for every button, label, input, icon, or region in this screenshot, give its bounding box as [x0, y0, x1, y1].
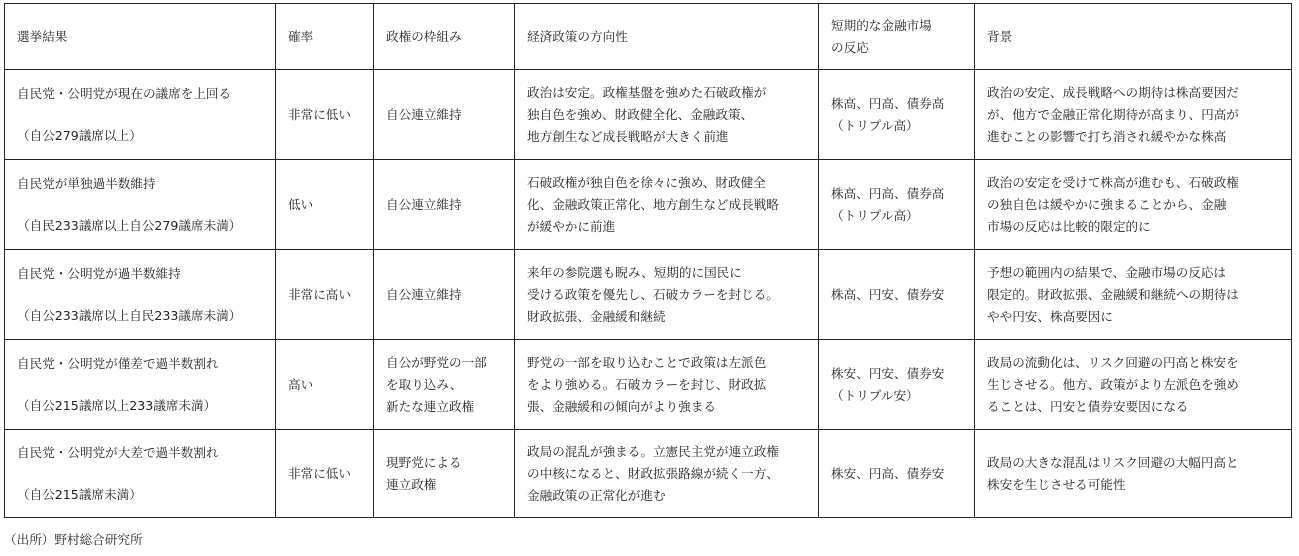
cell-probability [276, 160, 374, 250]
header-outcome [5, 4, 276, 70]
cell-framework-line: 自公連立維持 [386, 286, 462, 302]
cell-policy [515, 340, 819, 430]
cell-outcome-line: （自民233議席以上自公279議席未満） [17, 217, 242, 233]
cell-probability-line: 非常に低い [288, 465, 351, 481]
cell-background-line: 政治の安定を受けて株高が進むも、石破政権 [987, 174, 1239, 190]
cell-framework [374, 250, 515, 340]
cell-market-line: 株高、円高、債券高 [831, 185, 945, 201]
cell-background [975, 160, 1292, 250]
cell-framework-line: を取り込み、 [386, 376, 463, 392]
cell-background [975, 340, 1292, 430]
cell-background [975, 250, 1292, 340]
cell-probability-line: 低い [288, 196, 314, 212]
cell-background-line: やや円安、株高要因に [987, 308, 1113, 324]
cell-outcome-line: （自公215議席以上233議席未満） [17, 397, 217, 413]
cell-background-line: 政局の大きな混乱はリスク回避の大幅円高と [987, 454, 1239, 470]
cell-policy-line: 政局の混乱が強まる。立憲民主党が連立政権 [527, 443, 779, 459]
cell-policy-line: 政治は安定。政権基盤を強めた石破政権が [527, 84, 767, 100]
cell-policy [515, 430, 819, 518]
cell-policy-line: 財政拡張、金融緩和継続 [527, 308, 666, 324]
cell-background-line: ることは、円安と債券安要因になる [987, 398, 1189, 414]
cell-outcome [5, 340, 276, 430]
cell-policy-line: 地方創生など成長戦略が大きく前進 [527, 128, 729, 144]
header-market-line: の反応 [831, 39, 869, 55]
cell-market [819, 250, 975, 340]
cell-background-line: 生じさせる。他方、政策がより左派色を強め [987, 376, 1239, 392]
cell-policy [515, 160, 819, 250]
election-scenario-table [4, 3, 1292, 518]
cell-framework [374, 70, 515, 160]
cell-policy-line: 来年の参院選も睨み、短期的に国民に [527, 264, 742, 280]
header-framework [374, 4, 515, 70]
cell-policy-line: をより強める。石破カラーを封じ、財政拡 [527, 376, 767, 392]
cell-outcome [5, 70, 276, 160]
cell-framework-line: 現野党による [386, 454, 462, 470]
cell-probability-line: 非常に高い [288, 286, 351, 302]
header-policy-line: 経済政策の方向性 [527, 28, 628, 44]
cell-market [819, 430, 975, 518]
cell-outcome-line: （自公233議席以上自民233議席未満） [17, 307, 242, 323]
header-background-line: 背景 [987, 28, 1013, 44]
cell-market-line: （トリプル安） [831, 387, 919, 403]
cell-framework-line: 自公連立維持 [386, 196, 462, 212]
cell-framework [374, 160, 515, 250]
table-row [5, 160, 1292, 250]
header-outcome-line: 選挙結果 [17, 28, 68, 44]
cell-framework-line: 自公が野党の一部 [386, 354, 487, 370]
cell-background-line: の独自色は緩やかに強まることから、金融 [987, 196, 1227, 212]
cell-market-line: 株高、円高、債券高 [831, 95, 945, 111]
cell-probability-line: 高い [288, 376, 314, 392]
cell-background-line: 政治の安定、成長戦略への期待は株高要因だ [987, 84, 1239, 100]
cell-policy-line: 石破政権が独自色を徐々に強め、財政健全 [527, 174, 766, 190]
cell-market [819, 160, 975, 250]
cell-outcome-line: 自民党・公明党が過半数維持 [17, 265, 181, 281]
cell-framework-line: 新たな連立政権 [386, 398, 475, 414]
cell-policy-line: 化、金融政策正常化、地方創生など成長戦略 [527, 196, 779, 212]
header-probability-line: 確率 [288, 28, 314, 44]
cell-market-line: （トリプル高） [831, 117, 919, 133]
cell-outcome-line: 自民党・公明党が僅差で過半数割れ [17, 355, 219, 371]
header-market [819, 4, 975, 70]
cell-framework-line: 連立政権 [386, 476, 437, 492]
cell-policy-line: 受ける政策を優先し、石破カラーを封じる。 [527, 286, 779, 302]
header-market-line: 短期的な金融市場 [831, 17, 932, 33]
table-row [5, 340, 1292, 430]
cell-framework [374, 430, 515, 518]
table-row [5, 70, 1292, 160]
table-row [5, 250, 1292, 340]
cell-background-line: 進むことの影響で打ち消され緩やかな株高 [987, 128, 1227, 144]
cell-background-line: 政局の流動化は、リスク回避の円高と株安を [987, 354, 1239, 370]
cell-outcome-line: 自民党が単独過半数維持 [17, 175, 156, 191]
cell-probability [276, 70, 374, 160]
cell-background [975, 430, 1292, 518]
header-background [975, 4, 1292, 70]
cell-probability [276, 250, 374, 340]
cell-outcome [5, 160, 276, 250]
header-probability [276, 4, 374, 70]
table-header-row [5, 4, 1292, 70]
cell-policy-line: の中核になると、財政拡張路線が続く一方、 [527, 465, 779, 481]
cell-probability [276, 340, 374, 430]
cell-policy-line: が緩やかに前進 [527, 218, 616, 234]
cell-framework-line: 自公連立維持 [386, 106, 462, 122]
cell-background-line: 市場の反応は比較的限定的に [987, 218, 1151, 234]
cell-market-line: 株安、円高、債券安 [831, 465, 945, 481]
cell-policy [515, 70, 819, 160]
cell-background [975, 70, 1292, 160]
cell-policy-line: 野党の一部を取り込むことで政策は左派色 [527, 354, 767, 370]
cell-market-line: 株安、円安、債券安 [831, 365, 945, 381]
header-framework-line: 政権の枠組み [386, 28, 462, 44]
cell-outcome-line: （自公215議席未満） [17, 486, 142, 502]
cell-market-line: （トリプル高） [831, 207, 919, 223]
cell-outcome-line: 自民党・公明党が現在の議席を上回る [17, 85, 232, 101]
cell-market [819, 340, 975, 430]
cell-framework [374, 340, 515, 430]
cell-outcome [5, 250, 276, 340]
table-row [5, 430, 1292, 518]
cell-background-line: 株安を生じさせる可能性 [987, 476, 1126, 492]
source-note: （出所）野村総合研究所 [4, 532, 143, 547]
cell-outcome-line: （自公279議席以上） [17, 127, 142, 143]
header-policy [515, 4, 819, 70]
cell-outcome-line: 自民党・公明党が大差で過半数割れ [17, 444, 219, 460]
cell-probability-line: 非常に低い [288, 106, 351, 122]
cell-background-line: 限定的。財政拡張、金融緩和継続への期待は [987, 286, 1239, 302]
cell-probability [276, 430, 374, 518]
cell-market-line: 株高、円安、債券安 [831, 286, 945, 302]
cell-background-line: 予想の範囲内の結果で、金融市場の反応は [987, 264, 1227, 280]
cell-market [819, 70, 975, 160]
table-body [5, 70, 1292, 518]
scenario-table-wrapper [4, 3, 1291, 518]
cell-background-line: が、他方で金融正常化期待が高まり、円高が [987, 106, 1239, 122]
cell-policy-line: 張、金融緩和の傾向がより強まる [527, 398, 716, 414]
cell-policy [515, 250, 819, 340]
cell-policy-line: 独自色を強め、財政健全化、金融政策、 [527, 106, 754, 122]
cell-outcome [5, 430, 276, 518]
cell-policy-line: 金融政策の正常化が進む [527, 487, 666, 503]
